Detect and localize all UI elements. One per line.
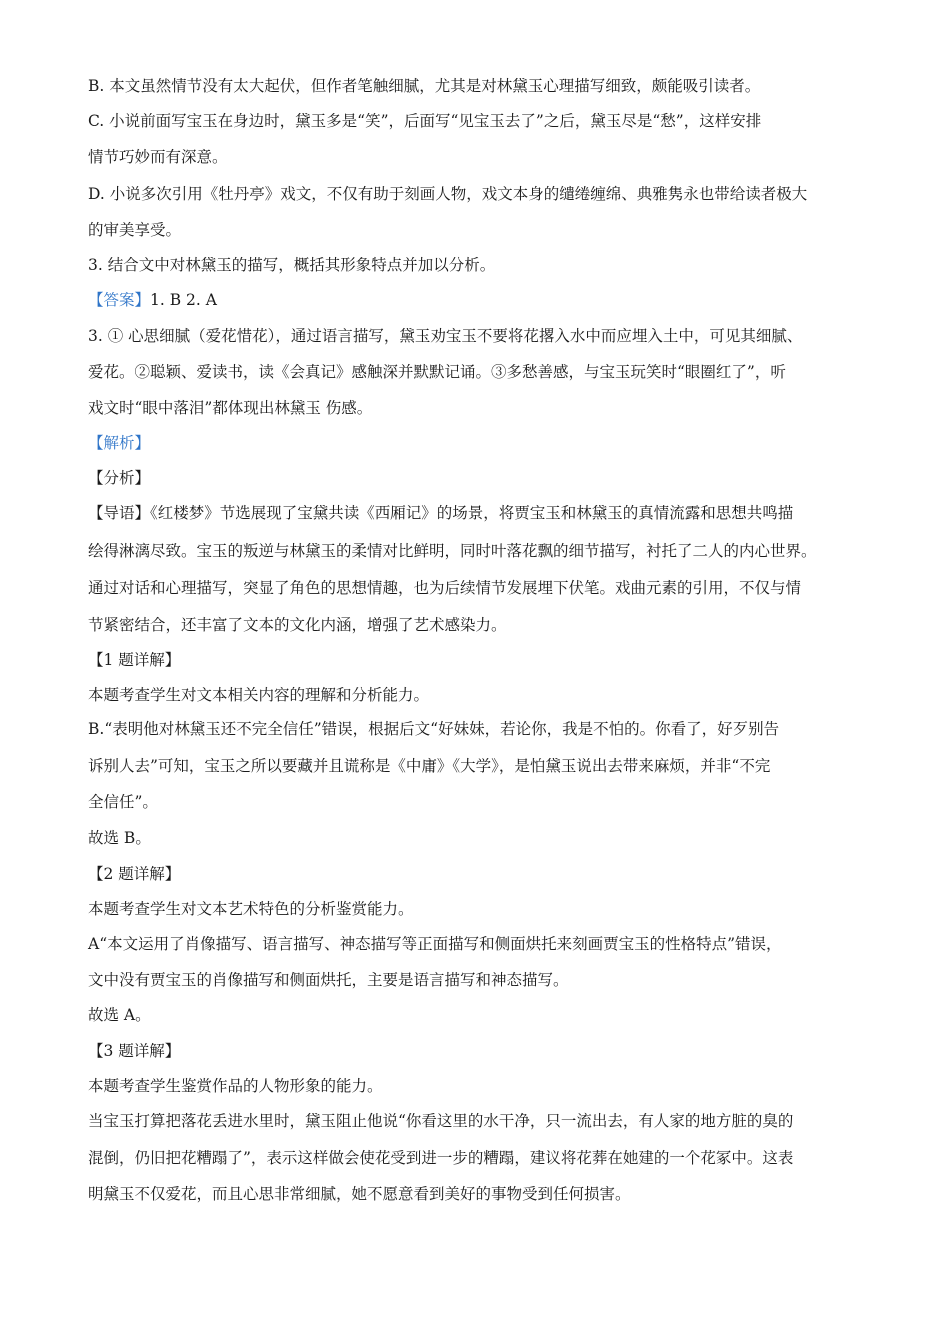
q2-line-4: 故选 A。 xyxy=(88,1006,151,1024)
option-b-line-1: B. 本文虽然情节没有太大起伏，但作者笔触细腻，尤其是对林黛玉心理描写细致，颇能吸引读者。 xyxy=(88,77,761,95)
daoyu-line-3: 通过对话和心理描写，突显了角色的思想情趣，也为后续情节发展埋下伏笔。戏曲元素的引用，不仅与情 xyxy=(88,579,802,597)
question-3: 3. 结合文中对林黛玉的描写，概括其形象特点并加以分析。 xyxy=(88,256,496,274)
q3-line-1: 本题考查学生鉴赏作品的人物形象的能力。 xyxy=(88,1077,383,1095)
answer-line xyxy=(88,290,217,310)
daoyu-line-4: 节紧密结合，还丰富了文本的文化内涵，增强了艺术感染力。 xyxy=(88,616,507,634)
daoyu-line-1: 【导语】《红楼梦》节选展现了宝黛共读《西厢记》的场景，将贾宝玉和林黛玉的真情流露和思想共鸣描 xyxy=(88,504,794,522)
q1-line-1: 本题考查学生对文本相关内容的理解和分析能力。 xyxy=(88,686,430,704)
q1-heading: 【1 题详解】 xyxy=(88,651,181,669)
option-d-line-1: D. 小说多次引用《牡丹亭》戏文，不仅有助于刻画人物，戏文本身的缱绻缠绵、典雅隽永也带给读者极大 xyxy=(88,185,808,203)
q3-line-3: 混倒，仍旧把花糟蹋了”，表示这样做会使花受到进一步的糟蹋，建议将花葬在她建的一个花冢中。这表 xyxy=(88,1149,794,1167)
analysis-tag: 【解析】 xyxy=(88,434,151,452)
q1-line-2: B.“表明他对林黛玉还不完全信任”错误，根据后文“好妹妹，若论你，我是不怕的。你看了，好歹别告 xyxy=(88,720,780,738)
answer-3-line-3: 戏文时“眼中落泪”都体现出林黛玉 伤感。 xyxy=(88,399,373,417)
q2-line-2: A“本文运用了肖像描写、语言描写、神态描写等正面描写和侧面烘托来刻画贾宝玉的性格特点”错误， xyxy=(88,935,782,953)
q3-line-4: 明黛玉不仅爱花，而且心思非常细腻，她不愿意看到美好的事物受到任何损害。 xyxy=(88,1185,631,1203)
q2-heading: 【2 题详解】 xyxy=(88,865,181,883)
q3-line-2: 当宝玉打算把落花丢进水里时，黛玉阻止他说“你看这里的水干净，只一流出去，有人家的地方脏的臭的 xyxy=(88,1112,794,1130)
q1-line-4: 全信任”。 xyxy=(88,793,158,811)
option-c-line-2: 情节巧妙而有深意。 xyxy=(88,148,228,166)
fenxi-heading: 【分析】 xyxy=(88,469,151,487)
answer-tag: 【答案】 xyxy=(88,291,151,309)
answer-text: 1. B 2. A xyxy=(150,291,217,309)
q2-line-1: 本题考查学生对文本艺术特色的分析鉴赏能力。 xyxy=(88,900,414,918)
q1-line-3: 诉别人去”可知，宝玉之所以要藏并且谎称是《中庸》《大学》，是怕黛玉说出去带来麻烦，并非“不完 xyxy=(88,757,771,775)
option-d-line-2: 的审美享受。 xyxy=(88,221,182,239)
daoyu-line-2: 绘得淋漓尽致。宝玉的叛逆与林黛玉的柔情对比鲜明，同时叶落花飘的细节描写，衬托了二人的内心世界。 xyxy=(88,542,817,560)
q2-line-3: 文中没有贾宝玉的肖像描写和侧面烘托，主要是语言描写和神态描写。 xyxy=(88,971,569,989)
answer-3-line-1: 3. ① 心思细腻（爱花惜花），通过语言描写，黛玉劝宝玉不要将花撂入水中而应埋入土中，可见其细腻、 xyxy=(88,327,803,345)
option-c-line-1: C. 小说前面写宝玉在身边时，黛玉多是“笑”，后面写“见宝玉去了”之后，黛玉尽是“愁”，这样安排 xyxy=(88,112,762,130)
answer-3-line-2: 爱花。②聪颖、爱读书，读《会真记》感触深并默默记诵。③多愁善感，与宝玉玩笑时“眼圈红了”，听 xyxy=(88,363,786,381)
q1-line-5: 故选 B。 xyxy=(88,829,151,847)
q3-heading: 【3 题详解】 xyxy=(88,1042,181,1060)
